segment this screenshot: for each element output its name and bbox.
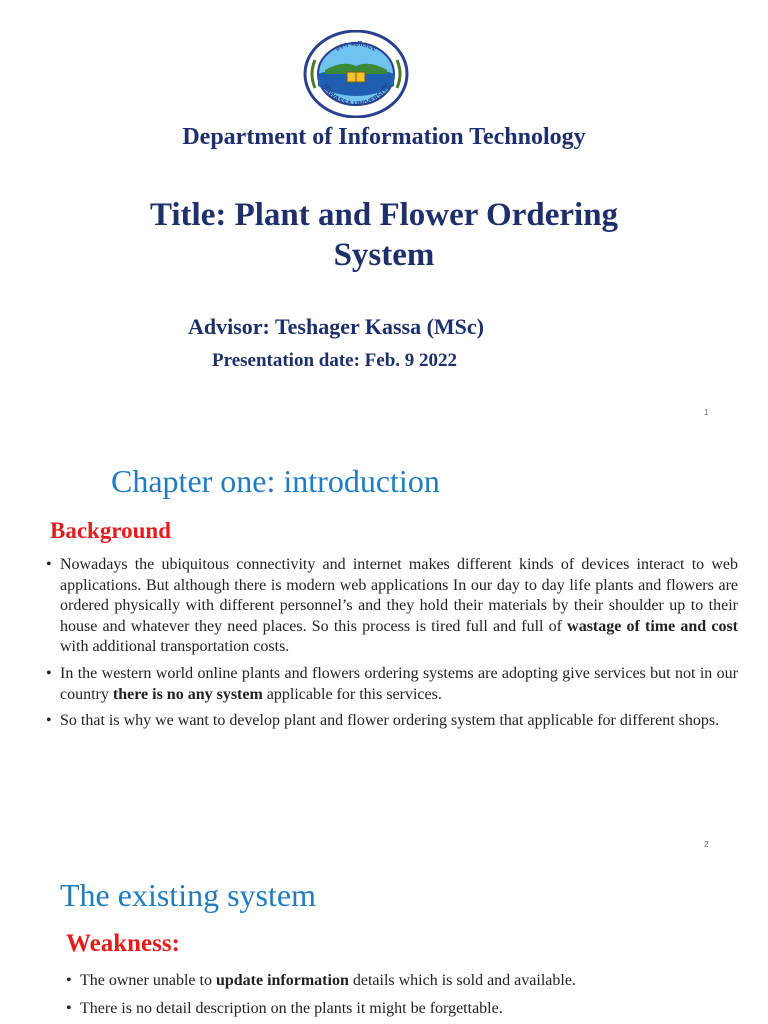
background-subheading: Background <box>50 518 172 543</box>
title-line-1: Title: Plant and Flower Ordering <box>149 197 619 233</box>
list-item: • In the western world online plants and flowers ordering systems are adopting give services but not in our country there is no any system applicable for this services. <box>46 664 738 703</box>
weakness-bullet-list <box>66 971 746 1019</box>
hawassa-university-logo <box>303 30 409 118</box>
presentation-title <box>0 195 768 275</box>
bullet-icon: • <box>66 972 72 989</box>
bullet-icon: • <box>66 1000 72 1017</box>
weakness-subheading: Weakness: <box>66 930 180 957</box>
advisor-line: Advisor: Teshager Kassa (MSc) <box>188 314 484 339</box>
existing-system-heading: The existing system <box>60 877 316 913</box>
background-bullet-list <box>46 555 738 732</box>
chapter-heading: Chapter one: introduction <box>111 463 440 499</box>
department-name: Department of Information Technology <box>182 124 586 150</box>
logo-ring-text-top: ሀዋሳ ዩኒቨርሲቲ <box>334 39 378 53</box>
title-line-2: System <box>333 237 435 273</box>
list-item: • So that is why we want to develop plant and flower ordering system that applicable for different shops. <box>46 711 738 732</box>
bullet-icon: • <box>46 712 52 730</box>
page-number-2: 2 <box>704 840 709 849</box>
list-item: • Nowadays the ubiquitous connectivity and internet makes different kinds of devices interact to web applications. But although there is modern web applications In our day to day life plants and flowers are ordered physically with different personnel’s and they hold their materials by their shoulder up to their house and whatever they need places. So this process is tired full and full of wastage of time and cost with additional transportation costs. <box>46 556 738 656</box>
logo-ring-text-bottom: HAWASSA UNIVERSITY <box>320 82 392 109</box>
bullet-icon: • <box>46 556 52 573</box>
bullet-icon: • <box>46 664 52 682</box>
page-number-1: 1 <box>704 408 709 417</box>
presentation-date: Presentation date: Feb. 9 2022 <box>212 350 458 371</box>
list-item: • There is no detail description on the plants it might be forgettable. <box>66 1000 503 1017</box>
list-item: • The owner unable to update information details which is sold and available. <box>66 972 576 989</box>
